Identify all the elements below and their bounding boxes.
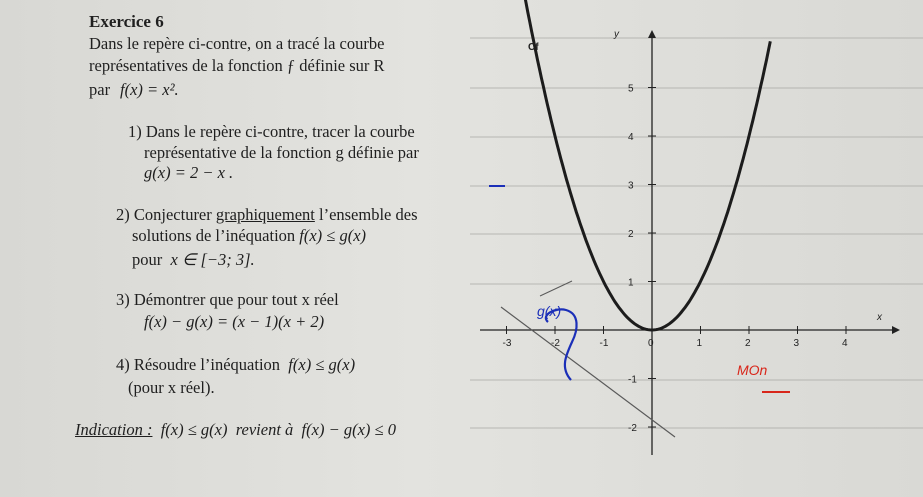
y-tick-label: 4 [628,132,634,143]
x-tick-label: 1 [696,338,703,349]
y-axis-label: y [614,29,619,40]
question-1-line-2: représentative de la fonction g définie par [144,143,419,162]
y-tick-label: -2 [628,423,637,434]
question-3-line-1: 3) Démontrer que pour tout x réel [116,290,339,309]
question-3-formula: f(x) − g(x) = (x − 1)(x + 2) [144,312,325,331]
y-tick-label: 1 [628,277,634,289]
y-tick-label: 3 [628,180,634,192]
x-tick-label: 4 [842,338,848,349]
intro-formula: f(x) = x². [120,80,179,99]
x-tick-label: 2 [745,338,751,349]
intro-line-1: Dans le repère ci-contre, on a tracé la courbe [89,34,385,53]
exercise-title: Exercice 6 [89,12,164,31]
question-2-line-2: solutions de l’inéquation f(x) ≤ g(x) [132,226,367,245]
x-tick-label: -3 [502,338,512,349]
handwritten-g-label: g(x) [537,303,562,319]
handwritten-note: MOn [737,362,768,378]
question-2-line-3: pour x ∈ [−3; 3]. [132,250,255,269]
paper-grid-lines [470,38,923,428]
x-axis-arrow-icon [892,326,900,334]
y-tick-label: 5 [628,83,634,95]
intro-line-3-prefix: par [89,80,111,99]
curve-label-cf: Cf [528,42,539,53]
indication-line: Indication : f(x) ≤ g(x) revient à f(x) − g(x) ≤ 0 [75,420,396,439]
pencil-stroke [540,281,572,296]
x-tick-label: 0 [648,338,654,349]
y-tick-label: -1 [628,374,637,386]
question-1-line-1: 1) Dans le repère ci-contre, tracer la courbe [128,122,415,141]
x-tick-label: -2 [551,338,560,349]
x-axis-label: x [877,312,882,323]
curve-f-parabola [520,0,770,330]
question-4-line-1: 4) Résoudre l’inéquation f(x) ≤ g(x) [116,355,356,374]
x-tick-label: -1 [599,338,609,349]
intro-line-2: représentatives de la fonction ƒ définie sur R [89,56,385,75]
question-4-line-2: (pour x réel). [128,378,215,397]
question-2-line-1: 2) Conjecturer graphiquement l’ensemble des [116,205,418,224]
question-1-formula: g(x) = 2 − x . [144,163,234,182]
y-axis-arrow-icon [648,30,656,38]
x-tick-label: 3 [793,338,800,349]
pencil-line-g [501,307,675,437]
y-tick-label: 2 [628,229,634,240]
